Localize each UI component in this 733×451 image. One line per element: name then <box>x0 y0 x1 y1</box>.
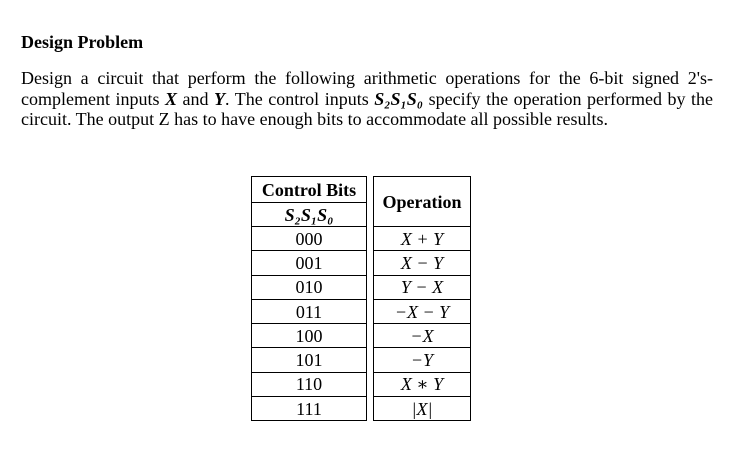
table-row <box>252 324 471 348</box>
table-row <box>252 299 471 323</box>
section-heading: Design Problem <box>21 32 144 52</box>
operation-cell: X ∗ Y <box>374 372 471 396</box>
statement-text-4: specify the operation performed by the circuit. The output Z has to have enough bits to accommodate all possible results. <box>21 88 714 129</box>
table-row <box>252 275 471 299</box>
control-bits-cell: 100 <box>252 324 367 348</box>
operations-table <box>251 176 471 421</box>
control-bits-cell: 000 <box>252 227 367 251</box>
operation-cell: |X| <box>374 397 471 421</box>
control-inputs: S₂S₁S₀ <box>374 88 424 109</box>
table-row <box>252 397 471 421</box>
operation-cell: −X − Y <box>374 299 471 323</box>
control-bits-cell: 110 <box>252 372 367 396</box>
statement-text-3: . The control inputs <box>225 88 375 109</box>
problem-statement <box>21 68 713 130</box>
control-bits-cell: 111 <box>252 397 367 421</box>
header-operation: Operation <box>374 177 471 227</box>
table-row <box>252 227 471 251</box>
control-bits-cell: 011 <box>252 299 367 323</box>
statement-text-1: Design a circuit that perform the following arithmetic operations for the 6-bit signed 2's-complement inputs <box>21 68 713 109</box>
operation-cell: Y − X <box>374 275 471 299</box>
control-bits-cell: 001 <box>252 251 367 275</box>
header-control-vars: S₂S₁S₀ <box>252 203 367 227</box>
operation-cell: X + Y <box>374 227 471 251</box>
header-control-bits: Control Bits <box>252 177 367 203</box>
control-bits-cell: 101 <box>252 348 367 372</box>
table-row <box>252 251 471 275</box>
control-bits-cell: 010 <box>252 275 367 299</box>
column-gap <box>367 177 374 421</box>
statement-text-2: and <box>177 88 215 109</box>
table-row <box>252 348 471 372</box>
operation-cell: −X <box>374 324 471 348</box>
variable-y: Y <box>214 88 226 109</box>
operation-cell: X − Y <box>374 251 471 275</box>
variable-x: X <box>165 88 178 109</box>
table-header-row <box>252 177 471 203</box>
operation-cell: −Y <box>374 348 471 372</box>
table-row <box>252 372 471 396</box>
